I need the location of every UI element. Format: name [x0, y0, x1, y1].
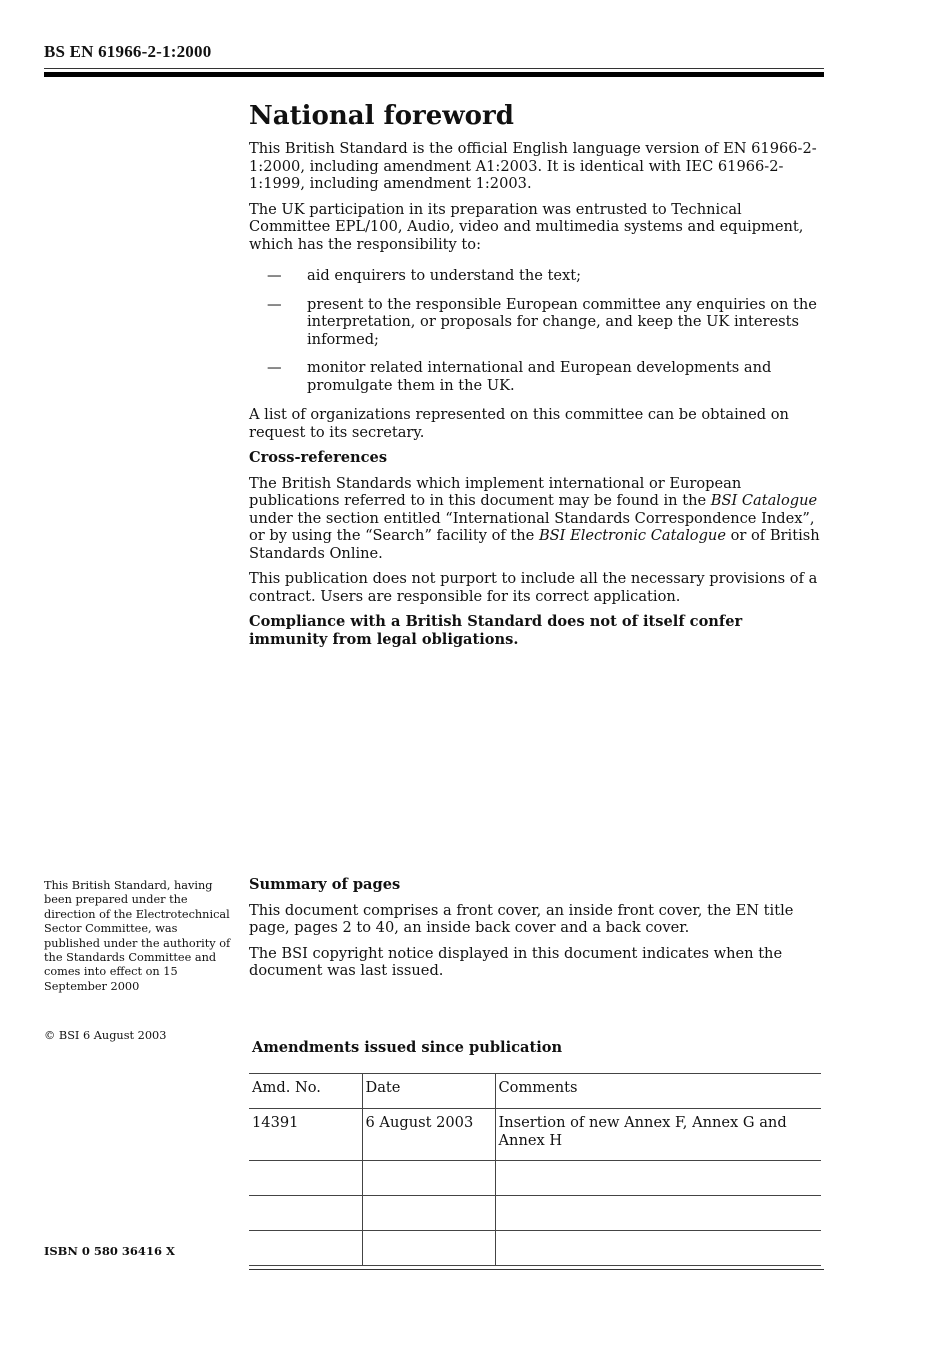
- copyright-notice: © BSI 6 August 2003: [44, 1029, 167, 1042]
- amendments-title: Amendments issued since publication: [252, 1039, 563, 1056]
- dash-marker: —: [267, 295, 282, 313]
- date-cell: [362, 1231, 495, 1266]
- sidebar-note: This British Standard, having been prepared under the direction of the Electrotechnical Sector Committee, was published under the authority of the Standards Committee and comes into effect on 15 September 2000: [44, 879, 231, 993]
- table-row: [249, 1161, 821, 1196]
- date-cell: 6 August 2003: [362, 1109, 495, 1161]
- header-rule-thick: [44, 72, 824, 77]
- dash-marker: —: [267, 359, 282, 376]
- amd-no-cell: 14391: [249, 1109, 362, 1161]
- document-code: BS EN 61966-2-1:2000: [44, 42, 212, 61]
- column-header-amd-no: Amd. No.: [249, 1074, 362, 1109]
- comments-cell: [495, 1231, 821, 1266]
- foreword-paragraph-3: A list of organizations represented on this committee can be obtained on request to its secretary.: [249, 406, 789, 441]
- summary-section: [249, 876, 825, 988]
- dash-marker: —: [267, 267, 282, 284]
- page-title: National foreword: [249, 101, 514, 131]
- column-header-comments: Comments: [495, 1074, 821, 1109]
- foreword-paragraph-1: This British Standard is the official English language version of EN 61966-2-1:2000, including amendment A1:2003. It is identical with IEC 61966-2-1:1999, including amendment 1:2003.: [249, 140, 817, 192]
- xref-text: or of British Standards Online.: [249, 527, 820, 562]
- summary-heading: Summary of pages: [249, 876, 401, 893]
- table-row: [249, 1109, 821, 1161]
- comments-cell: [495, 1196, 821, 1231]
- date-cell: [362, 1196, 495, 1231]
- comments-cell: Insertion of new Annex F, Annex G and Annex H: [495, 1109, 821, 1161]
- list-item: [249, 267, 825, 285]
- foreword-body: [249, 140, 825, 656]
- list-item-text: monitor related international and European developments and promulgate them in the UK.: [307, 359, 772, 394]
- bsi-electronic-catalogue-title: BSI Electronic Catalogue: [538, 527, 726, 544]
- footer-rule: [249, 1269, 824, 1270]
- table-header-row: [249, 1074, 821, 1109]
- foreword-paragraph-4: This publication does not purport to include all the necessary provisions of a contract. Users are responsible for its correct application.: [249, 570, 818, 605]
- xref-text: under the section entitled “International Standards Correspondence Index”, or by using the “Search” facility of the: [249, 509, 815, 544]
- cross-references-paragraph: [249, 475, 825, 563]
- compliance-statement: Compliance with a British Standard does not of itself confer immunity from legal obligations.: [249, 613, 743, 648]
- isbn: ISBN 0 580 36416 X: [44, 1244, 175, 1258]
- amd-no-cell: [249, 1231, 362, 1266]
- foreword-paragraph-2: The UK participation in its preparation was entrusted to Technical Committee EPL/100, Audio, video and multimedia systems and equipment, which has the responsibility to:: [249, 200, 804, 253]
- header-rule-thin: [44, 68, 824, 69]
- bsi-catalogue-title: BSI Catalogue: [710, 492, 818, 509]
- table-row: [249, 1231, 821, 1266]
- date-cell: [362, 1161, 495, 1196]
- summary-paragraph-2: The BSI copyright notice displayed in this document indicates when the document was last issued.: [249, 944, 783, 979]
- list-item: [249, 359, 825, 394]
- amendments-table: [249, 1073, 821, 1266]
- comments-cell: [495, 1161, 821, 1196]
- column-header-date: Date: [362, 1074, 495, 1109]
- cross-references-heading: Cross-references: [249, 449, 388, 466]
- list-item-text: present to the responsible European committee any enquiries on the interpretation, or proposals for change, and keep the UK interests informed;: [307, 295, 817, 348]
- amd-no-cell: [249, 1161, 362, 1196]
- list-item-text: aid enquirers to understand the text;: [307, 267, 582, 284]
- amd-no-cell: [249, 1196, 362, 1231]
- list-item: [249, 296, 825, 349]
- table-row: [249, 1196, 821, 1231]
- xref-text: The British Standards which implement international or European publications referred to in this document may be found in the: [249, 474, 742, 509]
- summary-paragraph-1: This document comprises a front cover, an inside front cover, the EN title page, pages 2 to 40, an inside back cover and a back cover.: [249, 901, 794, 936]
- responsibility-list: [249, 267, 825, 394]
